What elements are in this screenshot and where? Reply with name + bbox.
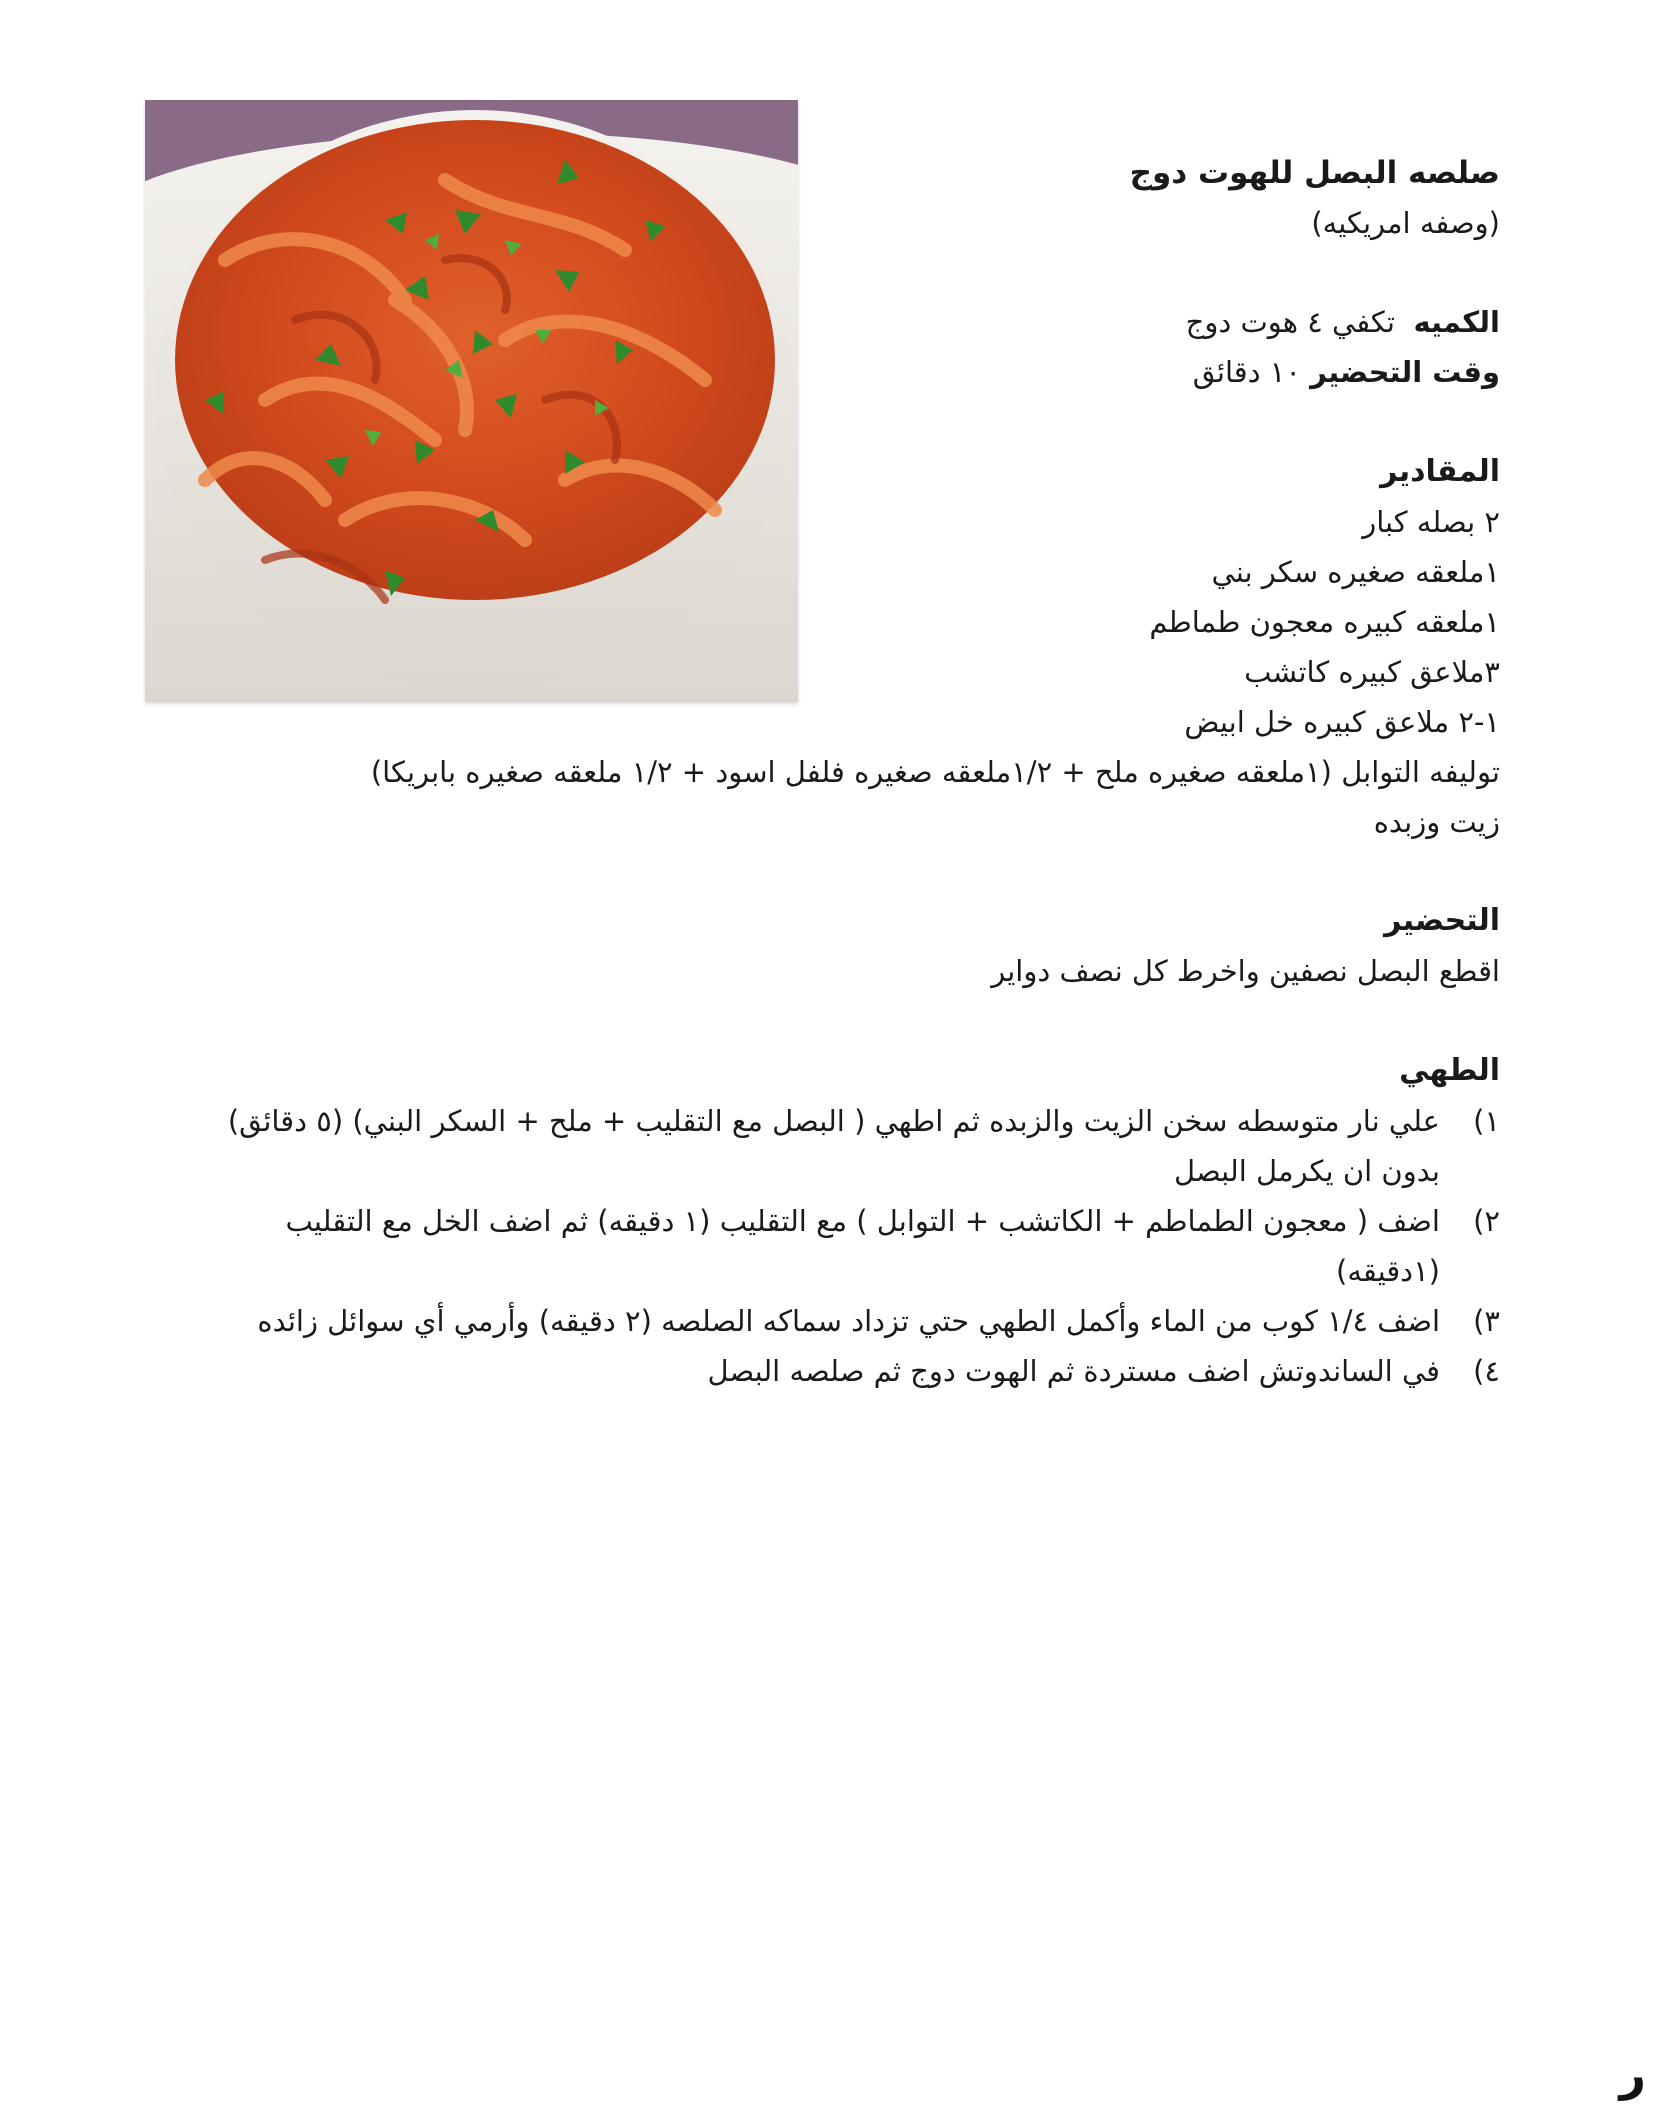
yield-row bbox=[160, 297, 1500, 347]
ingredient-item: ١ملعقه صغيره سكر بني bbox=[1211, 555, 1500, 589]
yield-value: تكفي ٤ هوت دوج bbox=[1185, 305, 1395, 339]
step-number: ٣) bbox=[1473, 1304, 1500, 1338]
cooking-step bbox=[140, 1296, 1500, 1346]
cooking-step bbox=[140, 1196, 1500, 1296]
step-text: في الساندوتش اضف مستردة ثم الهوت دوج ثم صلصه البصل bbox=[707, 1354, 1440, 1388]
ingredient-item: ٢ بصله كبار bbox=[1362, 505, 1500, 539]
preparation-heading: التحضير bbox=[1384, 903, 1500, 938]
cooking-step bbox=[140, 1346, 1500, 1396]
step-text: اضف ( معجون الطماطم + الكاتشب + التوابل ) مع التقليب (١ دقيقه) ثم اضف الخل مع التقليب bbox=[285, 1204, 1440, 1238]
preparation-text: اقطع البصل نصفين واخرط كل نصف دواير bbox=[991, 954, 1500, 988]
corner-mark: ر bbox=[1619, 2047, 1646, 2101]
time-label: وقت التحضير bbox=[1310, 355, 1500, 389]
time-row bbox=[160, 347, 1500, 397]
step-number: ١) bbox=[1473, 1104, 1500, 1138]
ingredient-item: توليفه التوابل (١ملعقه صغيره ملح + ١/٢ملعقه صغيره فلفل اسود + ١/٢ ملعقه صغيره بابريكا) bbox=[370, 755, 1500, 789]
time-value: ١٠ دقائق bbox=[1192, 355, 1301, 389]
recipe-subtitle: (وصفه امريكيه) bbox=[1311, 206, 1500, 240]
step-text: اضف ١/٤ كوب من الماء وأكمل الطهي حتي تزداد سماكه الصلصه (٢ دقيقه) وأرمي أي سوائل زائده bbox=[257, 1304, 1440, 1338]
step-text: (١دقيقه) bbox=[1336, 1254, 1440, 1288]
step-text: بدون ان يكرمل البصل bbox=[1174, 1154, 1440, 1188]
step-number: ٢) bbox=[1473, 1204, 1500, 1238]
ingredient-item: ١ملعقه كبيره معجون طماطم bbox=[1149, 605, 1500, 639]
ingredient-item: ١-٢ ملاعق كبيره خل ابيض bbox=[1184, 705, 1500, 739]
ingredient-item: ٣ملاعق كبيره كاتشب bbox=[1244, 655, 1500, 689]
cooking-steps bbox=[140, 1096, 1500, 1396]
ingredient-item: زيت وزبده bbox=[1373, 805, 1500, 839]
cooking-heading: الطهي bbox=[1399, 1053, 1500, 1088]
ingredients-heading: المقادير bbox=[1380, 454, 1500, 489]
step-text: علي نار متوسطه سخن الزيت والزبده ثم اطهي ( البصل مع التقليب + ملح + السكر البني) (٥ دقائق) bbox=[227, 1104, 1440, 1138]
cooking-step bbox=[140, 1096, 1500, 1196]
step-number: ٤) bbox=[1473, 1354, 1500, 1388]
yield-label: الكميه bbox=[1413, 305, 1500, 339]
recipe-title: صلصه البصل للهوت دوج bbox=[1129, 155, 1500, 191]
